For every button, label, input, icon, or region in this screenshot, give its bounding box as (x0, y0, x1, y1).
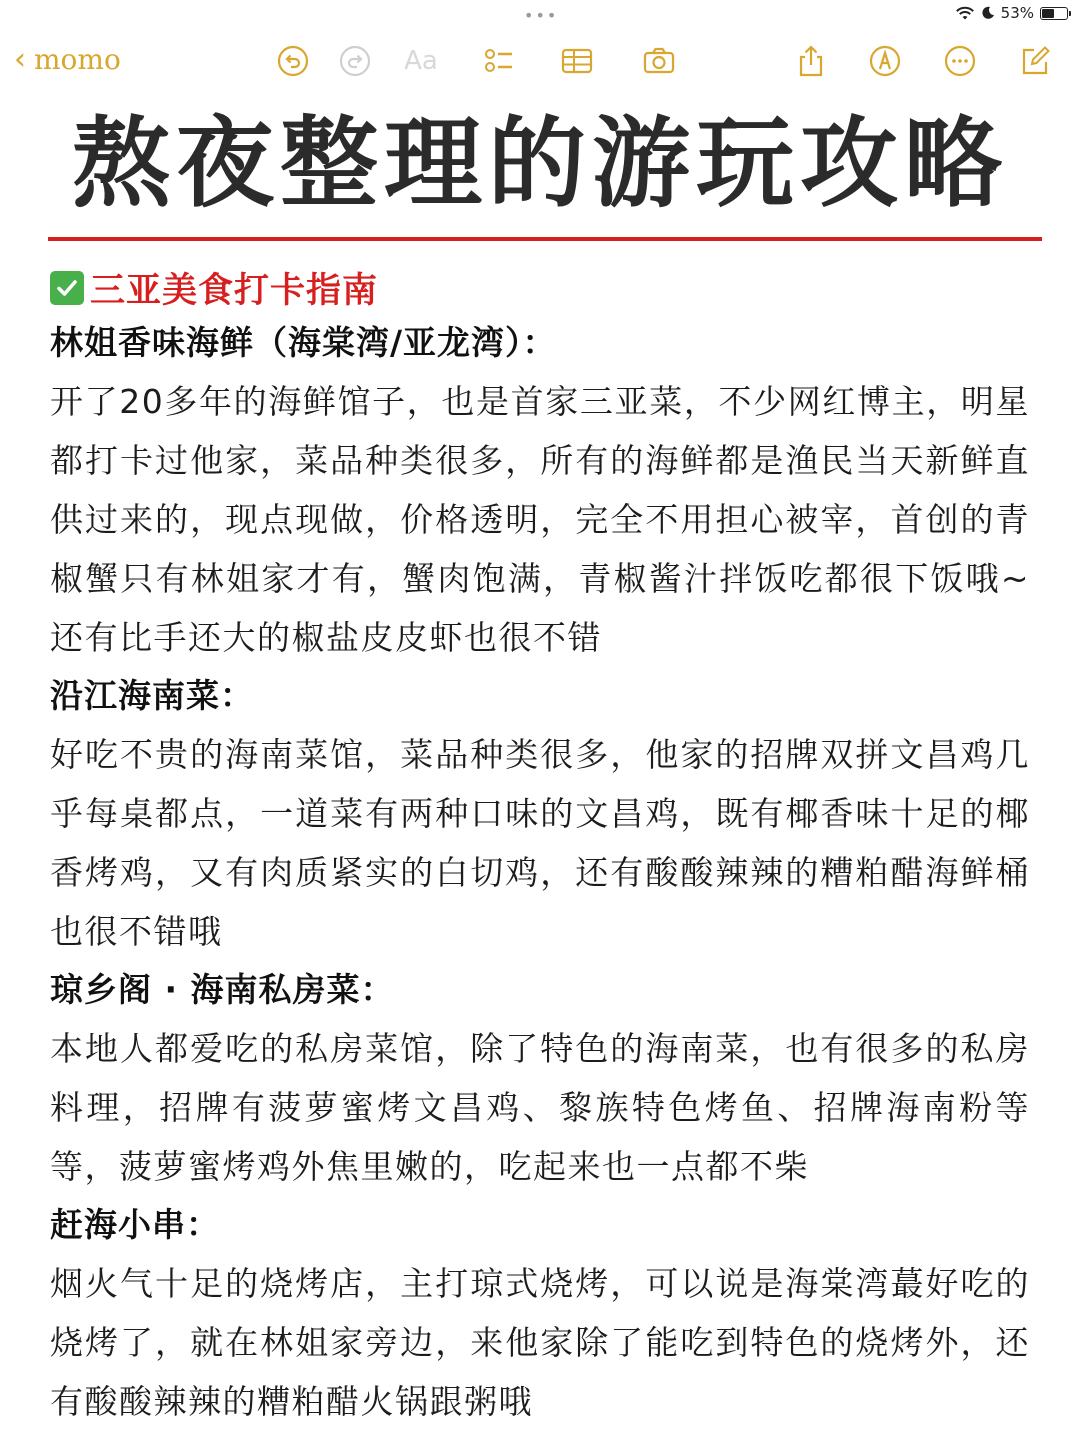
section-header (50, 262, 1030, 314)
share-icon (794, 44, 828, 78)
wifi-icon (955, 5, 975, 21)
compose-icon (1018, 44, 1052, 78)
section-title: 三亚美食打卡指南 (90, 271, 379, 311)
status-bar (0, 0, 1080, 30)
table-button[interactable] (558, 42, 596, 80)
share-button[interactable] (792, 42, 830, 80)
battery-percent: 53% (1000, 4, 1034, 22)
checklist-icon (482, 44, 516, 78)
more-icon (943, 44, 977, 78)
back-button[interactable] (14, 40, 121, 80)
shop-description: 本地人都爱吃的私房菜馆，除了特色的海南菜，也有很多的私房料理，招牌有菠萝蜜烤文昌鸡、黎族特色烤鱼、招牌海南粉等等，菠萝蜜烤鸡外焦里嫩的，吃起来也一点都不柴 (50, 1029, 1030, 1186)
text-format-button[interactable] (400, 42, 442, 80)
title-divider (48, 237, 1042, 241)
undo-button[interactable] (274, 42, 312, 80)
compose-button[interactable] (1016, 42, 1054, 80)
check-mark-icon (50, 271, 84, 305)
shop-description: 开了20多年的海鲜馆子，也是首家三亚菜，不少网红博主，明星都打卡过他家，菜品种类很多，所有的海鲜都是渔民当天新鲜直供过来的，现点现做，价格透明，完全不用担心被宰，首创的青椒蟹只有林姐家才有，蟹肉饱满，青椒酱汁拌饭吃都很下饭哦~还有比手还大的椒盐皮皮虾也很不错 (50, 382, 1030, 657)
more-options-button[interactable] (941, 42, 979, 80)
checklist-button[interactable] (480, 42, 518, 80)
note-body[interactable] (50, 262, 1030, 1431)
multitasking-dots-icon[interactable]: ••• (524, 6, 559, 25)
redo-button[interactable] (336, 42, 374, 80)
moon-icon (981, 6, 995, 20)
status-indicators (955, 4, 1068, 22)
table-icon (560, 44, 594, 78)
markup-button[interactable] (866, 42, 904, 80)
text-format-icon: Aa (404, 46, 438, 76)
battery-icon (1040, 7, 1068, 20)
markup-pen-icon (868, 44, 902, 78)
notes-toolbar (0, 38, 1080, 84)
camera-button[interactable] (640, 42, 678, 80)
back-label: momo (34, 43, 121, 76)
shop-name: 沿江海南菜： (50, 676, 254, 715)
undo-icon (276, 44, 310, 78)
note-title: 熬夜整理的游玩攻略 (71, 107, 1008, 221)
shop-description: 好吃不贵的海南菜馆，菜品种类很多，他家的招牌双拼文昌鸡几乎每桌都点，一道菜有两种口味的文昌鸡，既有椰香味十足的椰香烤鸡，又有肉质紧实的白切鸡，还有酸酸辣辣的糟粕醋海鲜桶也很不错哦 (50, 735, 1030, 951)
shop-description: 烟火气十足的烧烤店，主打琼式烧烤，可以说是海棠湾蕞好吃的烧烤了，就在林姐家旁边，来他家除了能吃到特色的烧烤外，还有酸酸辣辣的糟粕醋火锅跟粥哦 (50, 1264, 1030, 1421)
shop-name: 林姐香味海鲜（海棠湾/亚龙湾）： (50, 323, 557, 362)
shop-name: 琼乡阁 · 海南私房菜： (50, 970, 395, 1009)
chevron-left-icon: ‹ (14, 42, 26, 77)
redo-icon (338, 44, 372, 78)
camera-icon (642, 44, 676, 78)
shop-name: 赶海小串： (50, 1205, 220, 1244)
